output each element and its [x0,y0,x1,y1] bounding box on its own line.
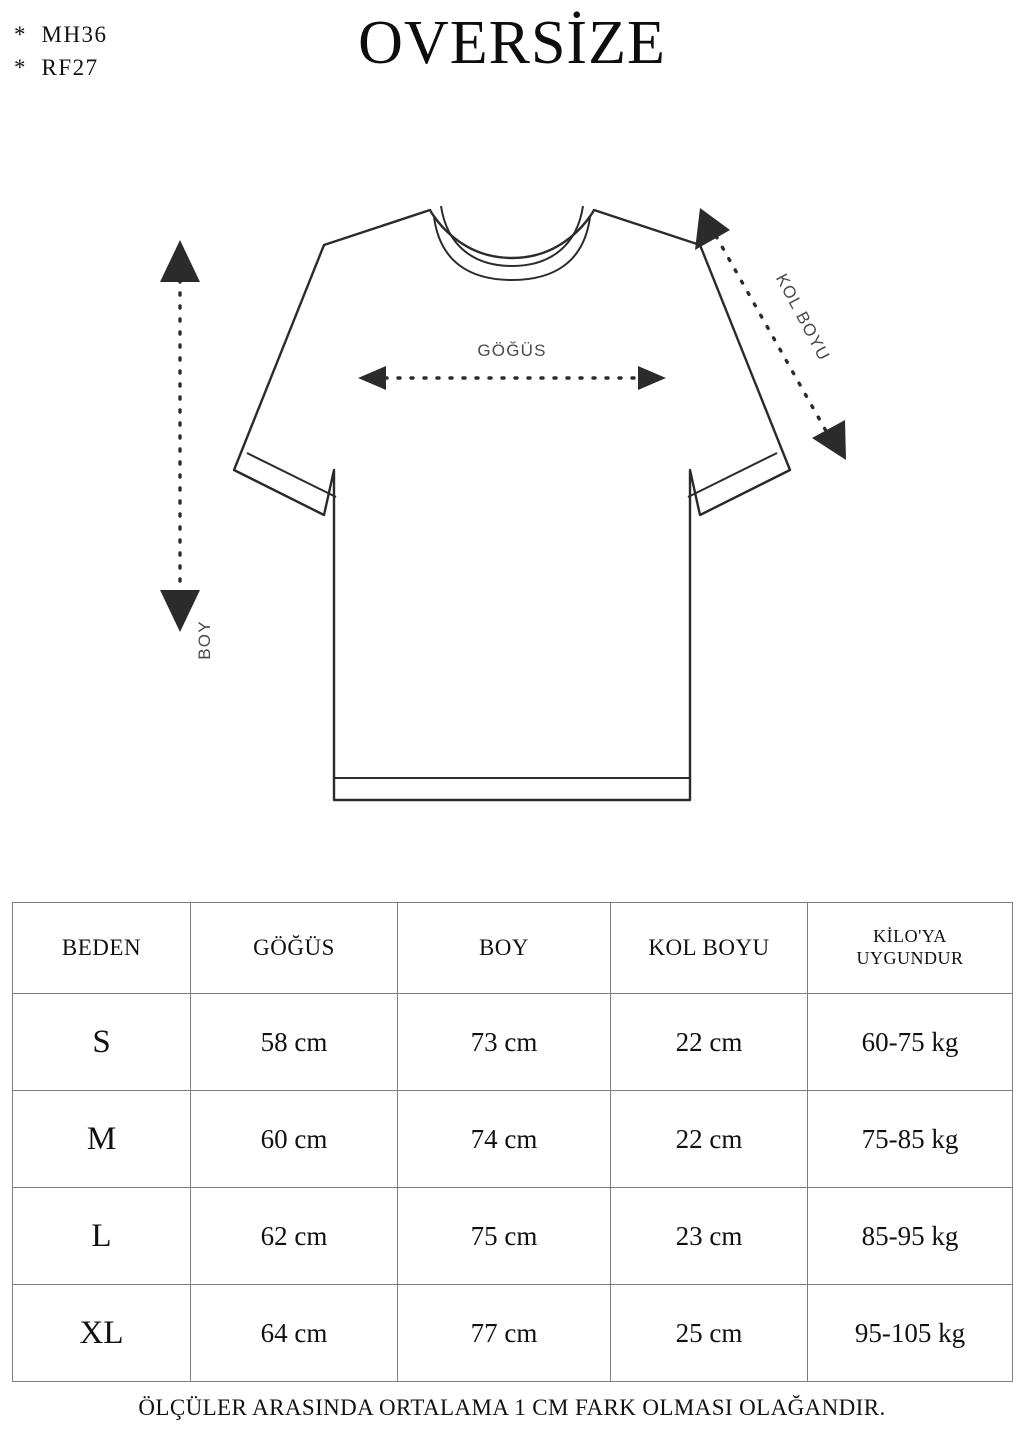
cell-kilo: 60-75 kg [808,994,1013,1091]
length-label: BOY [195,620,214,660]
table-row [13,1188,1013,1285]
cell-boy: 77 cm [398,1285,611,1382]
cell-kilo: 75-85 kg [808,1091,1013,1188]
cell-gogus: 62 cm [191,1188,398,1285]
cell-beden: M [13,1091,191,1188]
length-measure-arrow [160,240,200,632]
cell-kol-boyu: 22 cm [611,994,808,1091]
table-header-row [13,903,1013,994]
cell-beden: S [13,994,191,1091]
cell-kilo: 95-105 kg [808,1285,1013,1382]
cell-kilo: 85-95 kg [808,1188,1013,1285]
table-row [13,994,1013,1091]
table-row [13,1285,1013,1382]
cell-gogus: 58 cm [191,994,398,1091]
table-body [13,994,1013,1382]
size-table-wrapper [12,902,1012,1382]
column-header-beden: BEDEN [13,903,191,994]
cell-boy: 75 cm [398,1188,611,1285]
sleeve-label: KOL BOYU [771,270,834,365]
cell-kol-boyu: 23 cm [611,1188,808,1285]
cell-kol-boyu: 25 cm [611,1285,808,1382]
cell-boy: 73 cm [398,994,611,1091]
column-header-gogus: GÖĞÜS [191,903,398,994]
cell-gogus: 64 cm [191,1285,398,1382]
column-header-boy: BOY [398,903,611,994]
chest-label: GÖĞÜS [477,341,547,360]
cell-gogus: 60 cm [191,1091,398,1188]
column-header-kilo-line1: KİLO'YA [873,926,947,947]
table-row [13,1091,1013,1188]
cell-beden: L [13,1188,191,1285]
footnote: ÖLÇÜLER ARASINDA ORTALAMA 1 CM FARK OLMASI OLAĞANDIR. [138,1395,886,1420]
column-header-kol-boyu: KOL BOYU [611,903,808,994]
cell-boy: 74 cm [398,1091,611,1188]
product-code-1: * MH36 [14,22,108,47]
product-code-2: * RF27 [14,55,99,81]
size-table [12,902,1013,1382]
tshirt-measurement-diagram [0,170,1024,870]
column-header-kilo [808,903,1013,994]
page-title: OVERSİZE [358,9,666,77]
column-header-kilo-line2: UYGUNDUR [856,948,964,968]
cell-kol-boyu: 22 cm [611,1091,808,1188]
cell-beden: XL [13,1285,191,1382]
